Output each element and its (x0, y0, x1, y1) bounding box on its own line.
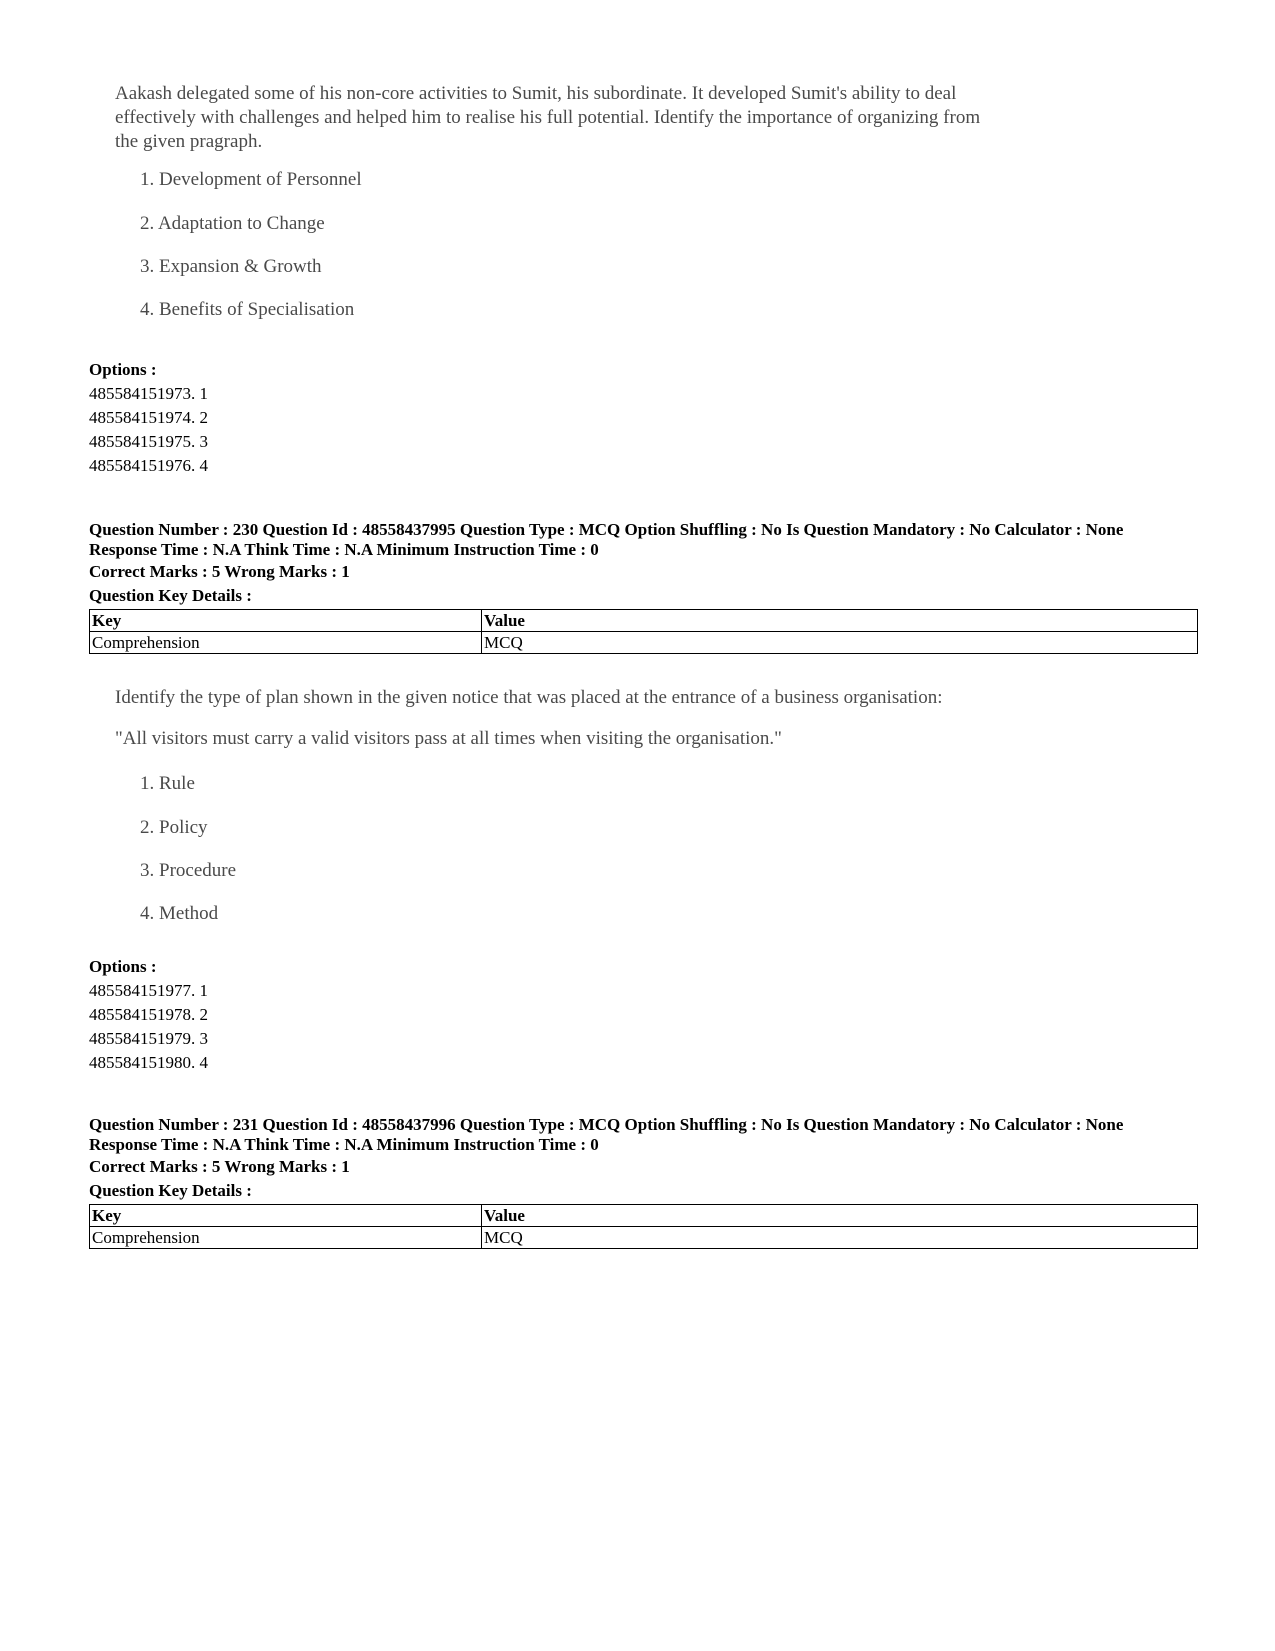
options-block-229 (89, 358, 208, 478)
choice-item: 2. Adaptation to Change (140, 213, 325, 234)
option-item: 485584151975. 3 (89, 432, 208, 451)
question-text: Identify the type of plan shown in the given notice that was placed at the entrance of a business organisation: (115, 687, 943, 708)
key-details-label: Question Key Details : (89, 1181, 252, 1200)
table-header-value: Value (482, 1205, 1198, 1227)
table-cell-key: Comprehension (90, 632, 482, 654)
table-header-key: Key (90, 610, 482, 632)
table-row (90, 1227, 1198, 1249)
table-header-value: Value (482, 610, 1198, 632)
choice-item: 1. Rule (140, 773, 195, 794)
option-item: 485584151976. 4 (89, 456, 208, 475)
question-image-230 (115, 686, 1115, 926)
choice-item: 2. Policy (140, 817, 208, 838)
options-label: Options : (89, 360, 157, 379)
option-item: 485584151980. 4 (89, 1053, 208, 1072)
marks-line: Correct Marks : 5 Wrong Marks : 1 (89, 562, 350, 581)
choice-item: 3. Expansion & Growth (140, 256, 322, 277)
key-details-table (89, 1204, 1198, 1249)
key-details-label: Question Key Details : (89, 586, 252, 605)
choice-item: 3. Procedure (140, 860, 237, 881)
question-text: Aakash delegated some of his non-core activities to Sumit, his subordinate. It developed Sumit's ability to deal effectively with challenges and helped him to realise his full potential. Identify the importance of organizing from the given pragraph. (115, 83, 981, 152)
choice-item: 4. Benefits of Specialisation (140, 299, 355, 320)
table-header-row (90, 1205, 1198, 1227)
question-meta-230 (89, 520, 1123, 560)
table-header-row (90, 610, 1198, 632)
option-item: 485584151973. 1 (89, 384, 208, 403)
question-meta-line: Response Time : N.A Think Time : N.A Minimum Instruction Time : 0 (89, 540, 599, 559)
question-meta-line: Response Time : N.A Think Time : N.A Minimum Instruction Time : 0 (89, 1135, 599, 1154)
table-cell-value: MCQ (482, 1227, 1198, 1249)
marks-line: Correct Marks : 5 Wrong Marks : 1 (89, 1157, 350, 1176)
table-row (90, 632, 1198, 654)
table-header-key: Key (90, 1205, 482, 1227)
options-block-230 (89, 955, 208, 1075)
question-image-229 (115, 82, 1005, 327)
question-quote: "All visitors must carry a valid visitors pass at all times when visiting the organisation." (115, 728, 782, 749)
key-details-table (89, 609, 1198, 654)
options-label: Options : (89, 957, 157, 976)
option-item: 485584151979. 3 (89, 1029, 208, 1048)
question-meta-231 (89, 1115, 1123, 1155)
table-cell-key: Comprehension (90, 1227, 482, 1249)
choice-item: 1. Development of Personnel (140, 169, 362, 190)
option-item: 485584151974. 2 (89, 408, 208, 427)
question-meta-line: Question Number : 230 Question Id : 48558437995 Question Type : MCQ Option Shuffling : No Is Question Mandatory : No Calculator : None (89, 520, 1124, 539)
question-meta-line: Question Number : 231 Question Id : 48558437996 Question Type : MCQ Option Shuffling : No Is Question Mandatory : No Calculator : None (89, 1115, 1124, 1134)
option-item: 485584151978. 2 (89, 1005, 208, 1024)
table-cell-value: MCQ (482, 632, 1198, 654)
option-item: 485584151977. 1 (89, 981, 208, 1000)
choice-item: 4. Method (140, 903, 219, 924)
